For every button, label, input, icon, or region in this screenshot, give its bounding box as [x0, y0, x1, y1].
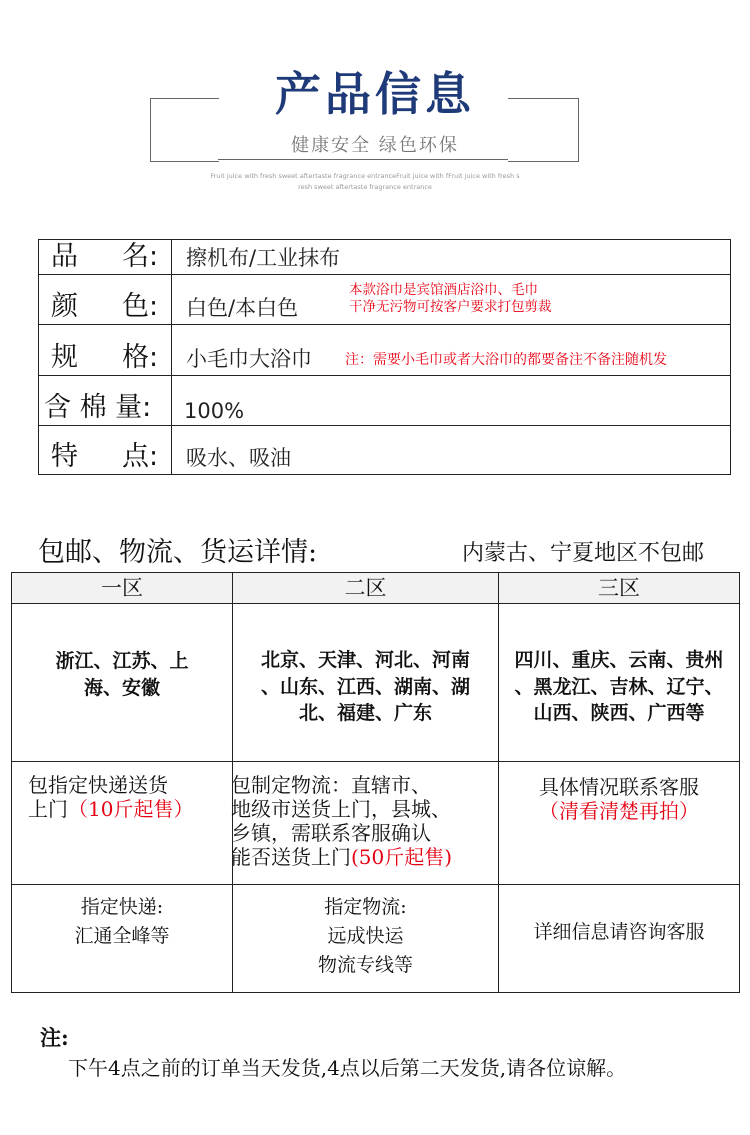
header-frame-bottom	[218, 159, 508, 160]
tagline-line-1: Fruit juice with fresh sweet aftertaste fragrance entranceFruit juice with fFruit juice with fresh s	[210, 172, 520, 180]
zone-header-2: 二区	[344, 576, 387, 600]
product-row-spec	[39, 325, 730, 376]
product-info-table	[38, 239, 731, 475]
min-order-badge: (50斤起售)	[351, 845, 453, 869]
product-row-cotton	[39, 376, 730, 426]
divider	[12, 761, 739, 762]
row-value: 小毛巾大浴巾	[186, 347, 312, 371]
row-value: 擦机布/工业抹布	[186, 246, 341, 270]
zone-2-carrier: 指定物流: 远成快运 物流专线等	[317, 896, 413, 976]
row-value: 吸水、吸油	[186, 446, 291, 470]
zone-1-carrier: 指定快递: 汇通全峰等	[74, 896, 170, 947]
spec-note: 注：需要小毛巾或者大浴巾的都要备注不备注随机发	[345, 352, 667, 368]
product-row-feature	[39, 426, 730, 474]
row-label: 颜 色:	[39, 275, 172, 324]
color-note: 本款浴巾是宾馆酒店浴巾、毛巾 干净无污物可按客户要求打包剪裁	[349, 282, 552, 315]
min-order-badge: （10斤起售）	[68, 797, 194, 821]
zone-3-method: 具体情况联系客服 （清看清楚再拍）	[539, 775, 699, 823]
shipping-title: 包邮、物流、货运详情:	[38, 537, 318, 568]
tagline-line-2: resh sweet aftertaste fragrance entrance	[298, 183, 432, 191]
zone-3-carrier: 详细信息请咨询客服	[533, 921, 705, 943]
row-label: 品 名:	[39, 240, 172, 274]
zone-2-regions: 北京、天津、河北、河南 、山东、江西、湖南、湖 北、福建、广东	[260, 649, 470, 724]
row-value: 100%	[184, 399, 245, 423]
zone-header-3: 三区	[598, 576, 640, 600]
zone-header-1: 一区	[101, 576, 143, 600]
note-text: 下午4点之前的订单当天发货,4点以后第二天发货,请各位谅解。	[68, 1056, 627, 1080]
zone-1-regions: 浙江、江苏、上 海、安徽	[55, 650, 189, 699]
row-label: 规 格:	[39, 325, 172, 375]
divider	[12, 603, 739, 604]
zone-3-regions: 四川、重庆、云南、贵州 、黑龙江、吉林、辽宁、 山西、陕西、广西等	[514, 649, 724, 724]
note-label: 注:	[40, 1025, 69, 1050]
row-label: 含 棉 量:	[39, 376, 172, 425]
shipping-table	[11, 572, 740, 993]
shipping-exclusion: 内蒙古、宁夏地区不包邮	[462, 541, 705, 566]
page-subtitle: 健康安全 绿色环保	[291, 135, 459, 156]
product-row-color	[39, 275, 730, 325]
row-label: 特 点:	[39, 426, 172, 474]
zone-1-method: 包指定快递送货 上门（10斤起售）	[28, 773, 194, 821]
divider	[12, 884, 739, 885]
row-value: 白色/本白色	[186, 296, 299, 320]
tagline	[205, 171, 525, 193]
zone-2-method: 包制定物流：直辖市、 地级市送货上门，县城、 乡镇，需联系客服确认 能否送货上门(50斤起售)	[231, 773, 453, 869]
page-title: 产品信息	[275, 67, 475, 121]
product-row-name	[39, 240, 730, 275]
